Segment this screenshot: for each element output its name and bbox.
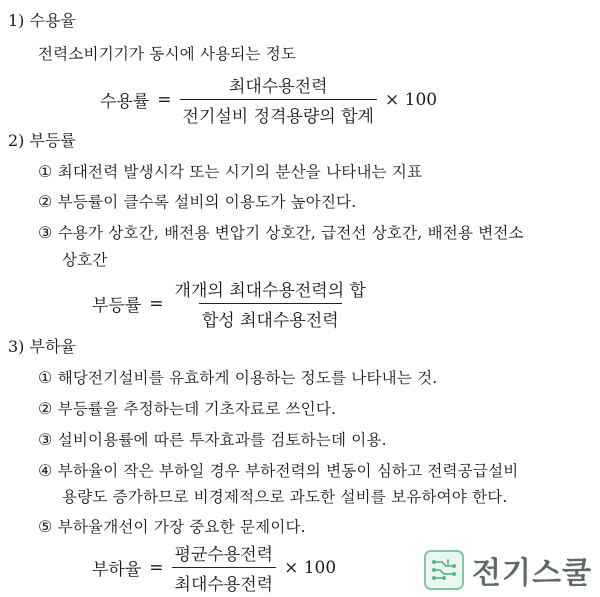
section-2-heading: 2) 부등률 xyxy=(8,131,76,150)
item-marker: ① xyxy=(38,368,53,387)
item-marker: ⑤ xyxy=(38,517,53,536)
list-item-continuation: 상호간 xyxy=(62,251,108,269)
circuit-icon xyxy=(424,550,464,590)
section-1-heading: 1) 수용율 xyxy=(8,11,76,30)
item-text: 부하율이 작은 부하일 경우 부하전력의 변동이 심하고 전력공급설비 xyxy=(57,462,519,480)
list-item xyxy=(38,221,524,243)
item-marker: ② xyxy=(38,399,53,418)
list-item xyxy=(38,515,306,537)
denominator: 최대수용전력 xyxy=(172,567,277,595)
multiplier: × 100 xyxy=(284,557,337,578)
denominator: 합성 최대수용전력 xyxy=(199,303,342,331)
formula-lhs: 부등률 xyxy=(92,296,142,316)
equals-sign: = xyxy=(157,89,172,110)
numerator: 최대수용전력 xyxy=(228,77,328,97)
fraction xyxy=(172,276,369,331)
item-text: 부등률을 추정하는데 기초자료로 쓰인다. xyxy=(57,400,337,418)
list-item xyxy=(38,397,336,419)
multiplier: × 100 xyxy=(384,89,438,110)
numerator: 개개의 최대수용전력의 합 xyxy=(174,281,366,301)
item-text: 부등률이 클수록 설비의 이용도가 높아진다. xyxy=(57,193,357,211)
list-item xyxy=(38,459,518,481)
list-item xyxy=(38,190,356,212)
fraction xyxy=(180,72,377,127)
equals-sign: = xyxy=(149,293,164,314)
item-marker: ③ xyxy=(38,223,53,242)
item-marker: ④ xyxy=(38,461,53,480)
item-text: 최대전력 발생시각 또는 시기의 분산을 나타내는 지표 xyxy=(57,163,423,181)
list-item-continuation: 용량도 증가하므로 비경제적으로 과도한 설비를 보유하여야 한다. xyxy=(62,488,508,506)
item-marker: ② xyxy=(38,192,53,211)
list-item xyxy=(38,428,387,450)
section-1-description: 전력소비기기가 동시에 사용되는 정도 xyxy=(38,45,297,63)
list-item xyxy=(38,366,437,388)
formula-load-factor xyxy=(92,540,336,595)
denominator: 전기설비 정격용량의 합계 xyxy=(180,99,377,127)
equals-sign: = xyxy=(149,557,164,578)
formula-demand-factor xyxy=(100,72,437,127)
fraction xyxy=(172,540,277,595)
list-item xyxy=(38,160,422,182)
item-text: 해당전기설비를 유효하게 이용하는 정도를 나타내는 것. xyxy=(57,369,438,387)
brand-name: 전기스쿨 xyxy=(472,556,592,591)
formula-diversity-factor xyxy=(92,276,369,331)
item-text: 부하율개선이 가장 중요한 문제이다. xyxy=(57,518,306,536)
item-text: 수용가 상호간, 배전용 변압기 상호간, 급전선 상호간, 배전용 변전소 xyxy=(57,224,524,242)
formula-lhs: 부하율 xyxy=(92,560,142,580)
item-marker: ③ xyxy=(38,430,53,449)
section-3-heading: 3) 부하율 xyxy=(8,337,76,356)
item-text: 설비이용률에 따른 투자효과를 검토하는데 이용. xyxy=(57,431,387,449)
brand-logo xyxy=(424,548,592,592)
formula-lhs: 수용률 xyxy=(100,92,150,112)
numerator: 평균수용전력 xyxy=(174,545,274,565)
item-marker: ① xyxy=(38,162,53,181)
